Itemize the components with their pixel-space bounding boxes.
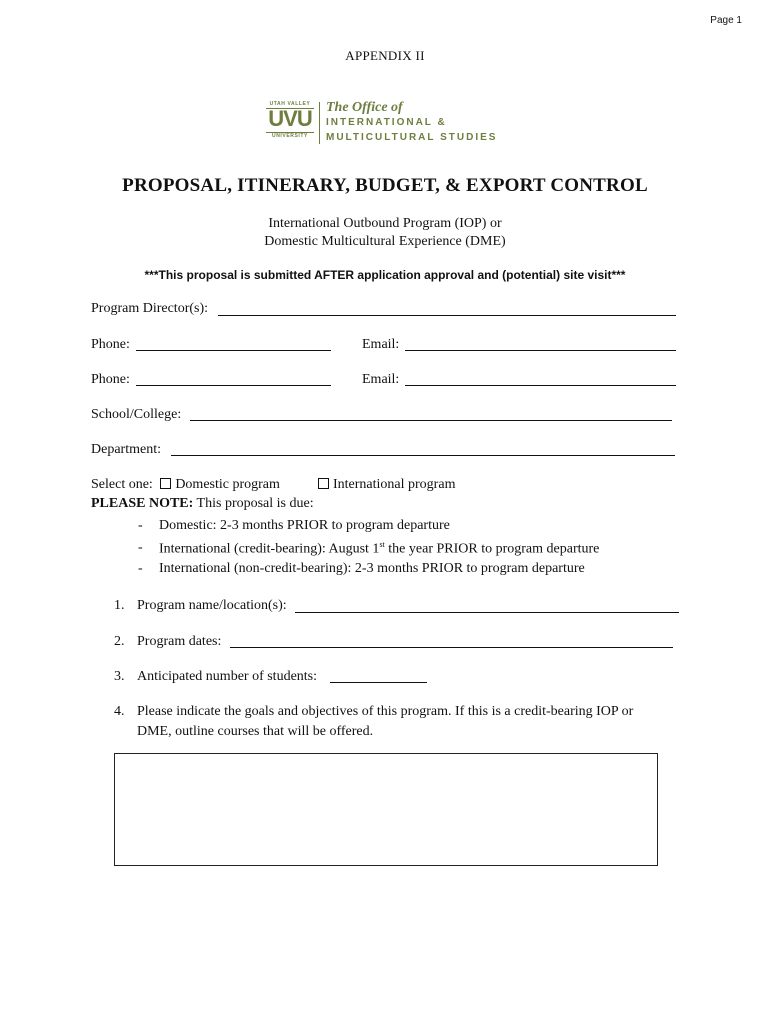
question-2-text: Program dates: bbox=[137, 634, 222, 649]
logo-bottom-text: UNIVERSITY bbox=[271, 133, 308, 139]
phone-field-2[interactable] bbox=[136, 385, 331, 386]
email-label-1: Email: bbox=[362, 337, 400, 352]
logo-multicultural-text: MULTICULTURAL STUDIES bbox=[326, 132, 498, 143]
document-title: PROPOSAL, ITINERARY, BUDGET, & EXPORT CONTROL bbox=[122, 175, 648, 196]
subtitle-dme: Domestic Multicultural Experience (DME) bbox=[264, 234, 506, 249]
question-4-text-line2: DME, outline courses that will be offered. bbox=[137, 724, 374, 739]
program-director-field[interactable] bbox=[218, 315, 676, 316]
international-checkbox[interactable] bbox=[318, 478, 329, 489]
select-one-row bbox=[91, 477, 280, 493]
logo-international-text: INTERNATIONAL & bbox=[326, 117, 447, 128]
question-4-number: 4. bbox=[114, 704, 125, 719]
number-of-students-field[interactable] bbox=[330, 682, 427, 683]
submission-notice: ***This proposal is submitted AFTER application approval and (potential) site visit*** bbox=[144, 268, 626, 282]
international-option-label: International program bbox=[333, 477, 456, 492]
phone-label-1: Phone: bbox=[91, 337, 130, 352]
email-field-2[interactable] bbox=[405, 385, 676, 386]
question-4-text: Please indicate the goals and objectives of this program. If this is a credit-bearing IOP or bbox=[137, 704, 634, 719]
please-note-heading: PLEASE NOTE: bbox=[91, 496, 194, 511]
email-label-2: Email: bbox=[362, 372, 400, 387]
department-label: Department: bbox=[91, 442, 161, 457]
program-dates-field[interactable] bbox=[230, 647, 673, 648]
domestic-checkbox[interactable] bbox=[160, 478, 171, 489]
phone-field-1[interactable] bbox=[136, 350, 331, 351]
uvu-logo bbox=[266, 100, 516, 148]
logo-office-text: The Office of bbox=[326, 100, 403, 115]
email-field-1[interactable] bbox=[405, 350, 676, 351]
question-1-text: Program name/location(s): bbox=[137, 598, 287, 613]
appendix-heading: APPENDIX II bbox=[345, 48, 425, 63]
international-option bbox=[314, 477, 455, 493]
question-3-number: 3. bbox=[114, 669, 125, 684]
subtitle-iop: International Outbound Program (IOP) or bbox=[268, 216, 502, 231]
page-number: Page 1 bbox=[710, 15, 742, 26]
program-name-field[interactable] bbox=[295, 612, 679, 613]
select-one-label: Select one: bbox=[91, 477, 153, 492]
domestic-option-label: Domestic program bbox=[175, 477, 280, 492]
program-director-label: Program Director(s): bbox=[91, 301, 209, 316]
please-note-text: This proposal is due: bbox=[193, 496, 314, 511]
question-2-number: 2. bbox=[114, 634, 125, 649]
list-item: - International (credit-bearing): August 1st the year PRIOR to program departure bbox=[138, 540, 600, 557]
school-field[interactable] bbox=[190, 420, 672, 421]
goals-objectives-textbox[interactable] bbox=[114, 753, 658, 866]
question-3-text: Anticipated number of students: bbox=[137, 669, 318, 684]
list-item: - Domestic: 2-3 months PRIOR to program departure bbox=[138, 518, 450, 533]
school-label: School/College: bbox=[91, 407, 182, 422]
logo-top-text: UTAH VALLEY bbox=[269, 101, 311, 107]
phone-label-2: Phone: bbox=[91, 372, 130, 387]
logo-mark: UVU bbox=[268, 106, 312, 131]
department-field[interactable] bbox=[171, 455, 675, 456]
question-1-number: 1. bbox=[114, 598, 125, 613]
list-item: - International (non-credit-bearing): 2-3 months PRIOR to program departure bbox=[138, 561, 585, 576]
please-note bbox=[91, 496, 314, 512]
